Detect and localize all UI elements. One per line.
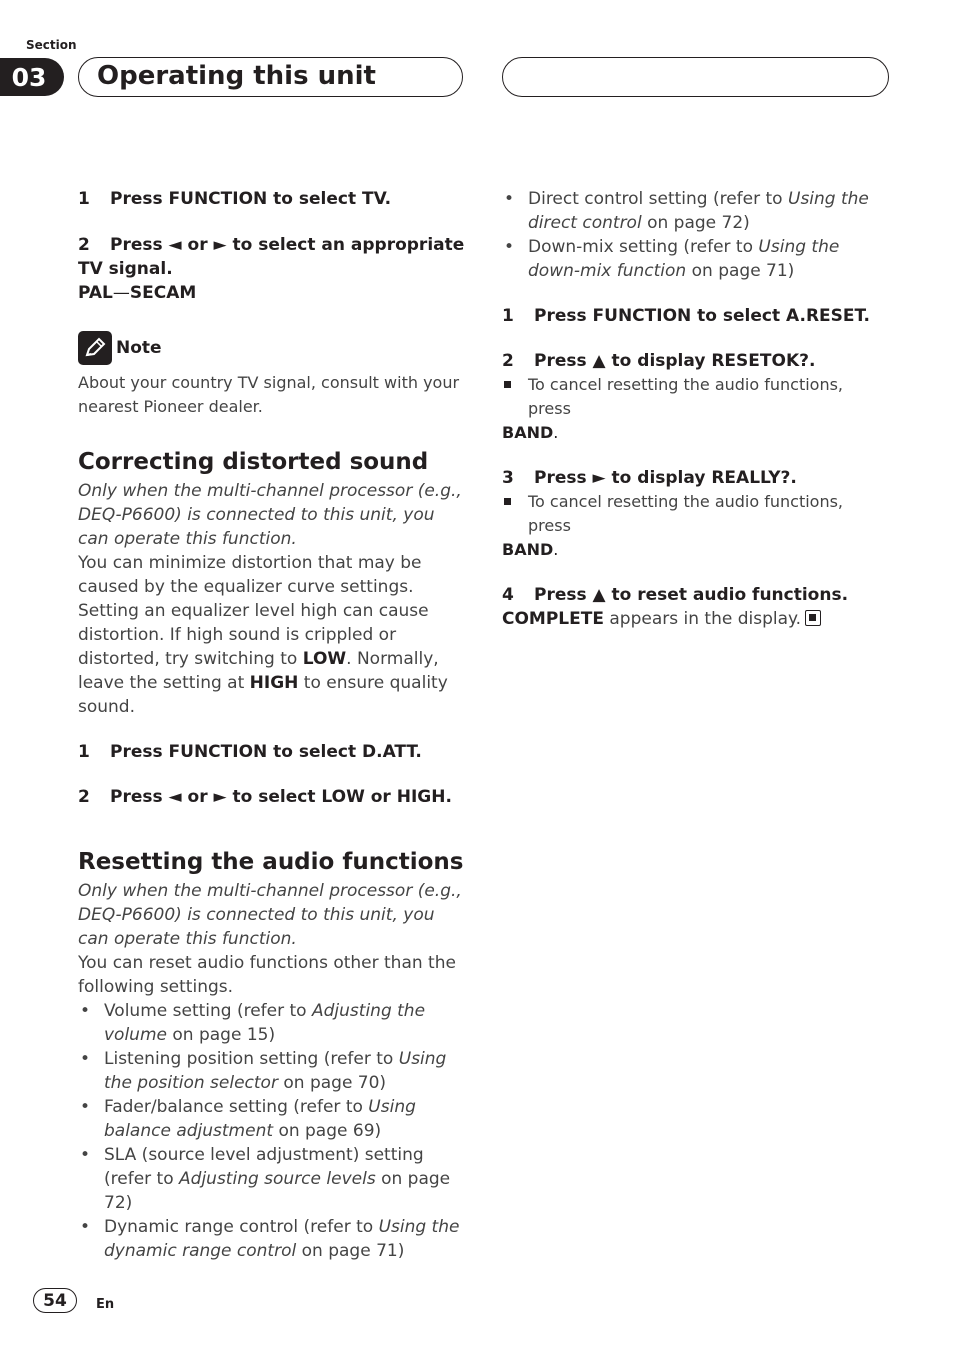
list-item: • Direct control setting (refer to Using the direct control on page 72)	[504, 189, 869, 233]
left-column	[78, 187, 468, 1263]
language-code: En	[96, 1297, 115, 1312]
note-text: About your country TV signal, consult with your nearest Pioneer dealer.	[78, 373, 460, 416]
distort-body: You can minimize distortion that may be caused by the equalizer curve settings. Setting an equalizer level high can cause distortion. If high sound is crippled or distorted, try switching to LOW. Normally, leave the setting at HIGH to ensure quality sound.	[78, 553, 448, 717]
reset-step-2-note-key: BAND.	[502, 423, 559, 442]
reset-step-2-note: To cancel resetting the audio functions, press	[502, 373, 887, 421]
heading-correcting-distorted-sound: Correcting distorted sound	[78, 449, 429, 475]
complete-text: COMPLETE appears in the display.	[502, 607, 887, 631]
section-label: Section	[26, 38, 77, 52]
page-title: Operating this unit	[97, 61, 376, 91]
tv-signal-options: PAL—SECAM	[78, 283, 197, 303]
pencil-note-icon	[78, 331, 112, 365]
right-bullet-list	[502, 187, 887, 283]
list-item: • Volume setting (refer to Adjusting the volume on page 15)	[80, 1001, 426, 1045]
right-column	[502, 187, 887, 631]
tv-step-1: 1 Press FUNCTION to select TV.	[78, 189, 392, 209]
reset-bullet-list	[78, 999, 468, 1263]
end-of-section-icon	[805, 610, 821, 626]
list-item: • Dynamic range control (refer to Using the dynamic range control on page 71)	[80, 1217, 460, 1261]
tv-step-2: 2 Press ◄ or ► to select an appropriate TV signal.	[78, 235, 465, 279]
note-header	[78, 331, 468, 365]
distort-intro: Only when the multi-channel processor (e.g., DEQ-P6600) is connected to this unit, you can operate this function.	[78, 481, 462, 549]
heading-resetting-audio-functions: Resetting the audio functions	[78, 849, 464, 875]
reset-step-4: 4 Press ▲ to reset audio functions.	[502, 585, 849, 605]
list-item: • Fader/balance setting (refer to Using balance adjustment on page 69)	[80, 1097, 416, 1141]
list-item: • SLA (source level adjustment) setting (refer to Adjusting source levels on page 72)	[80, 1145, 451, 1213]
distort-step-1: 1 Press FUNCTION to select D.ATT.	[78, 742, 422, 762]
distort-step-2: 2 Press ◄ or ► to select LOW or HIGH.	[78, 787, 452, 807]
reset-step-3-note-key: BAND.	[502, 540, 559, 559]
list-item: • Down-mix setting (refer to Using the down-mix function on page 71)	[504, 237, 840, 281]
section-number-badge: 03	[0, 58, 64, 96]
reset-step-1: 1 Press FUNCTION to select A.RESET.	[502, 306, 870, 326]
reset-step-2: 2 Press ▲ to display RESETOK?.	[502, 351, 816, 371]
reset-step-3: 3 Press ► to display REALLY?.	[502, 468, 797, 488]
reset-intro: Only when the multi-channel processor (e.g., DEQ-P6600) is connected to this unit, you can operate this function.	[78, 881, 462, 949]
reset-body: You can reset audio functions other than the following settings.	[78, 953, 456, 997]
page-number: 54	[33, 1288, 77, 1313]
list-item: • Listening position setting (refer to Using the position selector on page 70)	[80, 1049, 447, 1093]
reset-step-3-note: To cancel resetting the audio functions, press	[502, 490, 887, 538]
header-empty-frame	[502, 57, 889, 97]
note-label: Note	[116, 338, 162, 358]
